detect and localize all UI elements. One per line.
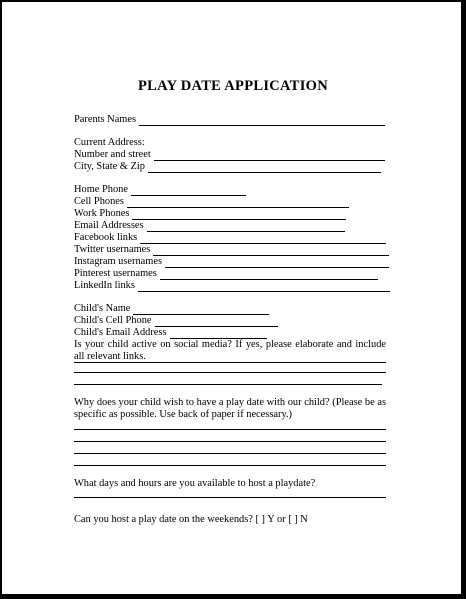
parents-names-label: Parents Names xyxy=(74,114,137,125)
social-media-question: Is your child active on social media? If yes, please elaborate and include all relevant links. xyxy=(74,339,386,363)
childs-cell-phone-input-line[interactable] xyxy=(155,317,278,327)
why-play-date-answer-line[interactable] xyxy=(74,465,386,466)
email-addresses-label: Email Addresses xyxy=(74,220,144,231)
city-state-zip-input-line[interactable] xyxy=(148,163,381,173)
form-title: PLAY DATE APPLICATION xyxy=(138,78,328,94)
parents-names-input-line[interactable] xyxy=(139,116,385,126)
twitter-usernames-label: Twitter usernames xyxy=(74,244,151,255)
days-hours-question: What days and hours are you available to host a playdate? xyxy=(74,478,316,489)
childs-name-input-line[interactable] xyxy=(133,305,269,315)
home-phone-input-line[interactable] xyxy=(131,186,246,196)
why-play-date-answer-line[interactable] xyxy=(74,429,386,430)
facebook-links-row xyxy=(74,232,386,244)
childs-email-address-label: Child's Email Address xyxy=(74,327,167,338)
current-address-label: Current Address: xyxy=(74,137,145,148)
cell-phones-input-line[interactable] xyxy=(127,198,349,208)
days-hours-answer-line[interactable] xyxy=(74,497,386,498)
childs-cell-phone-label: Child's Cell Phone xyxy=(74,315,152,326)
home-phone-label: Home Phone xyxy=(74,184,128,195)
parents-names-row xyxy=(74,114,385,126)
linkedin-links-input-line[interactable] xyxy=(138,282,390,292)
social-media-answer-line[interactable] xyxy=(74,384,382,385)
city-state-zip-row xyxy=(74,161,381,173)
city-state-zip-label: City, State & Zip xyxy=(74,161,145,172)
email-addresses-row xyxy=(74,220,345,232)
social-media-answer-line[interactable] xyxy=(74,372,386,373)
current-address-row xyxy=(74,137,145,149)
number-street-input-line[interactable] xyxy=(154,151,385,161)
twitter-usernames-input-line[interactable] xyxy=(153,246,389,256)
home-phone-row xyxy=(74,184,246,196)
work-phones-row xyxy=(74,208,346,220)
linkedin-links-row xyxy=(74,280,390,292)
weekends-question: Can you host a play date on the weekends? [ ] Y or [ ] N xyxy=(74,514,308,525)
cell-phones-label: Cell Phones xyxy=(74,196,124,207)
pinterest-usernames-input-line[interactable] xyxy=(160,270,378,280)
why-play-date-answer-line[interactable] xyxy=(74,453,386,454)
childs-cell-phone-row xyxy=(74,315,278,327)
linkedin-links-label: LinkedIn links xyxy=(74,280,135,291)
pinterest-usernames-label: Pinterest usernames xyxy=(74,268,157,279)
childs-email-address-input-line[interactable] xyxy=(170,329,267,339)
email-addresses-input-line[interactable] xyxy=(147,222,345,232)
number-street-label: Number and street xyxy=(74,149,151,160)
twitter-usernames-row xyxy=(74,244,389,256)
why-play-date-question: Why does your child wish to have a play date with our child? (Please be as specific as possible. Use back of paper if necessary.) xyxy=(74,397,386,421)
instagram-usernames-label: Instagram usernames xyxy=(74,256,163,267)
facebook-links-input-line[interactable] xyxy=(140,234,386,244)
pinterest-usernames-row xyxy=(74,268,378,280)
childs-name-row xyxy=(74,303,269,315)
childs-email-address-row xyxy=(74,327,267,339)
childs-name-label: Child's Name xyxy=(74,303,131,314)
facebook-links-label: Facebook links xyxy=(74,232,138,243)
work-phones-input-line[interactable] xyxy=(132,210,346,220)
why-play-date-answer-line[interactable] xyxy=(74,441,386,442)
social-media-answer-line[interactable] xyxy=(74,362,386,363)
work-phones-label: Work Phones xyxy=(74,208,130,219)
instagram-usernames-input-line[interactable] xyxy=(165,258,389,268)
instagram-usernames-row xyxy=(74,256,389,268)
number-street-row xyxy=(74,149,385,161)
cell-phones-row xyxy=(74,196,349,208)
